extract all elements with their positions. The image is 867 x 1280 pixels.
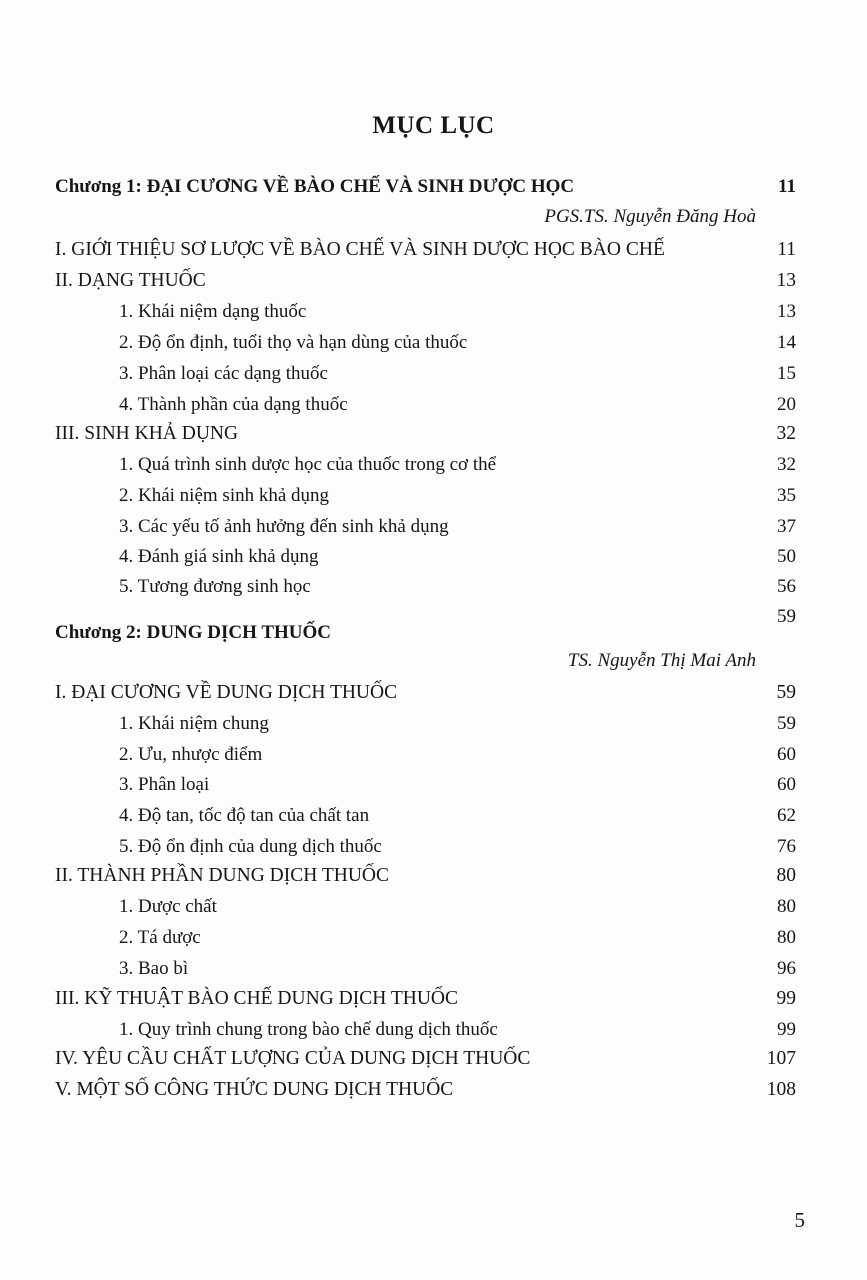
toc-chapter-1 <box>55 172 796 202</box>
toc-chapter-2 <box>55 618 796 648</box>
toc-section <box>55 1075 796 1105</box>
toc-section <box>55 678 796 708</box>
page-ref: 11 <box>777 239 796 260</box>
page-ref: 59 <box>776 682 796 703</box>
toc-item <box>55 709 796 739</box>
item-title: 4. Thành phần của dạng thuốc <box>119 394 348 415</box>
page-ref: 50 <box>777 546 796 567</box>
toc-item <box>55 832 796 862</box>
page-ref: 80 <box>777 927 796 948</box>
page-ref: 96 <box>777 958 796 979</box>
item-title: 1. Khái niệm dạng thuốc <box>119 301 307 322</box>
page-ref: 59 <box>777 606 796 627</box>
page-ref: 60 <box>777 774 796 795</box>
item-title: 5. Tương đương sinh học <box>119 576 311 597</box>
toc-section <box>55 266 796 296</box>
item-title: 3. Phân loại các dạng thuốc <box>119 363 328 384</box>
page-ref: 99 <box>776 988 796 1009</box>
page-ref: 32 <box>777 454 796 475</box>
item-title: 1. Quy trình chung trong bào chế dung dịch thuốc <box>119 1019 498 1040</box>
item-title: 5. Độ ổn định của dung dịch thuốc <box>119 836 382 857</box>
page-ref: 107 <box>766 1048 796 1069</box>
item-title: 3. Bao bì <box>119 958 189 979</box>
toc-item <box>55 297 796 327</box>
page-ref: 76 <box>777 836 796 857</box>
item-title: 2. Tá dược <box>119 927 201 948</box>
toc-item <box>55 740 796 770</box>
item-title: 1. Khái niệm chung <box>119 713 269 734</box>
item-title: 3. Các yếu tố ảnh hưởng đến sinh khả dụng <box>119 516 449 537</box>
item-title: 4. Đánh giá sinh khả dụng <box>119 546 319 567</box>
item-title: 2. Ưu, nhược điểm <box>119 744 263 765</box>
toc-item <box>55 542 796 572</box>
page-ref: 13 <box>776 270 796 291</box>
page-ref: 15 <box>777 363 796 384</box>
page-ref: 99 <box>777 1019 796 1040</box>
page-ref: 108 <box>766 1079 796 1100</box>
page-ref: 35 <box>777 485 796 506</box>
section-title: III. SINH KHẢ DỤNG <box>55 423 239 444</box>
toc-item <box>55 328 796 358</box>
section-title: V. MỘT SỐ CÔNG THỨC DUNG DỊCH THUỐC <box>55 1079 454 1100</box>
page-ref: 62 <box>777 805 796 826</box>
page-ref: 37 <box>777 516 796 537</box>
section-title: II. THÀNH PHẦN DUNG DỊCH THUỐC <box>55 865 390 886</box>
page-ref: 11 <box>778 176 796 197</box>
toc-item <box>55 390 796 420</box>
section-title: I. GIỚI THIỆU SƠ LƯỢC VỀ BÀO CHẾ VÀ SINH DƯỢC HỌC BÀO CHẾ <box>55 239 665 260</box>
item-title: 4. Độ tan, tốc độ tan của chất tan <box>119 805 370 826</box>
toc-item <box>55 801 796 831</box>
section-title: I. ĐẠI CƯƠNG VỀ DUNG DỊCH THUỐC <box>55 682 398 703</box>
toc-section <box>55 984 796 1014</box>
toc-section <box>55 1044 796 1074</box>
item-title: 2. Khái niệm sinh khả dụng <box>119 485 330 506</box>
toc-item <box>55 450 796 480</box>
toc-item <box>55 512 796 542</box>
chapter-author: TS. Nguyễn Thị Mai Anh <box>567 650 756 671</box>
page-ref: 80 <box>776 865 796 886</box>
page-ref: 56 <box>777 576 796 597</box>
toc-item <box>55 770 796 800</box>
item-title: 1. Quá trình sinh dược học của thuốc trong cơ thể <box>119 454 497 475</box>
page-ref: 80 <box>777 896 796 917</box>
toc-item <box>55 1015 796 1045</box>
page-ref: 20 <box>777 394 796 415</box>
toc-item <box>55 954 796 984</box>
page-ref: 60 <box>777 744 796 765</box>
page-ref: 13 <box>777 301 796 322</box>
item-title: 1. Dược chất <box>119 896 217 917</box>
toc-item <box>55 481 796 511</box>
chapter-author: PGS.TS. Nguyễn Đăng Hoà <box>544 206 756 227</box>
page-title: MỤC LỤC <box>372 112 495 139</box>
page-ref: 32 <box>776 423 796 444</box>
page-number: 5 <box>794 1208 805 1232</box>
section-title: III. KỸ THUẬT BÀO CHẾ DUNG DỊCH THUỐC <box>55 988 458 1009</box>
toc-item <box>55 572 796 602</box>
page-ref: 14 <box>777 332 796 353</box>
item-title: 3. Phân loại <box>119 774 210 795</box>
chapter-heading: Chương 1: ĐẠI CƯƠNG VỀ BÀO CHẾ VÀ SINH DƯỢC HỌC <box>55 176 575 197</box>
toc-section <box>55 419 796 449</box>
toc-section <box>55 235 796 265</box>
toc-section <box>55 861 796 891</box>
toc-item <box>55 923 796 953</box>
section-title: II. DẠNG THUỐC <box>55 270 206 291</box>
section-title: IV. YÊU CẦU CHẤT LƯỢNG CỦA DUNG DỊCH THUỐC <box>55 1048 531 1069</box>
item-title: 2. Độ ổn định, tuổi thọ và hạn dùng của thuốc <box>119 332 468 353</box>
toc-item <box>55 892 796 922</box>
page-ref: 59 <box>777 713 796 734</box>
chapter-heading: Chương 2: DUNG DỊCH THUỐC <box>55 622 331 643</box>
toc-item <box>55 359 796 389</box>
